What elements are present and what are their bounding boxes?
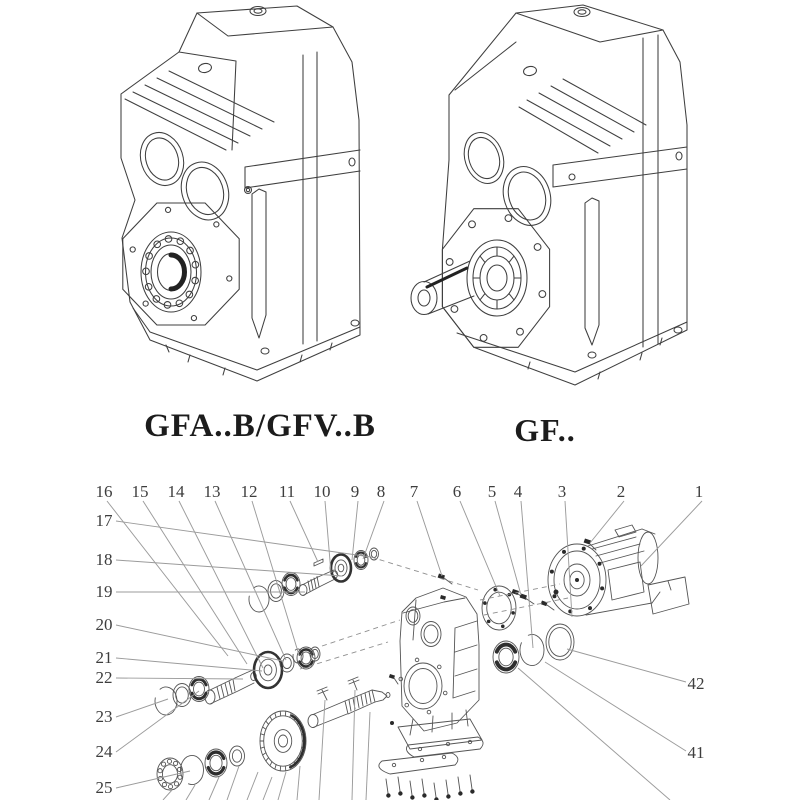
leader-line xyxy=(116,625,283,661)
callout-41: 41 xyxy=(687,743,705,762)
leader-line xyxy=(641,501,702,566)
top-boss xyxy=(574,8,590,17)
top-plate xyxy=(516,13,663,42)
tie-rod xyxy=(585,198,599,345)
output-pinion-shaft xyxy=(308,690,390,728)
model-caption-gf: GF.. xyxy=(514,412,576,448)
leader-line xyxy=(521,501,533,648)
output-bearing xyxy=(493,641,519,673)
cover-screws xyxy=(386,775,475,800)
leader-line xyxy=(460,501,500,596)
tower-edge xyxy=(455,42,516,90)
top-boss xyxy=(250,7,266,16)
callout-20: 20 xyxy=(95,615,113,634)
exploded-parts-diagram xyxy=(155,525,689,800)
screw-fasteners xyxy=(389,539,596,685)
spacer-ring xyxy=(310,647,320,661)
ball-bearing xyxy=(157,758,183,790)
leader-line xyxy=(179,501,263,668)
leader-line xyxy=(107,501,228,656)
tower-edges xyxy=(179,52,236,150)
leader-line xyxy=(325,501,331,573)
callout-15: 15 xyxy=(131,482,149,501)
vertical-straps xyxy=(303,52,317,344)
bore-holes xyxy=(458,127,558,231)
cutoff-leader-lines xyxy=(163,668,670,800)
callout-4: 4 xyxy=(513,482,523,501)
leader-line xyxy=(352,501,358,560)
callout-5: 5 xyxy=(487,482,497,501)
callout-10: 10 xyxy=(313,482,331,501)
housing-bore-bolts xyxy=(399,658,447,714)
callout-25: 25 xyxy=(95,778,113,797)
leader-line xyxy=(116,560,342,576)
leader-line xyxy=(545,662,686,751)
shaft-hub-bearing xyxy=(467,240,527,316)
washer xyxy=(230,746,245,766)
callout-14: 14 xyxy=(167,482,185,501)
tie-rod xyxy=(252,189,266,338)
leader-line xyxy=(116,658,262,671)
callout-7: 7 xyxy=(409,482,419,501)
body-stripes xyxy=(592,537,644,563)
leader-line xyxy=(116,678,243,679)
callout-13: 13 xyxy=(203,482,221,501)
bearing xyxy=(297,647,315,669)
stand-bolts xyxy=(317,677,359,700)
leader-line xyxy=(565,501,572,617)
callout-18: 18 xyxy=(95,550,113,569)
leader-line xyxy=(116,521,371,557)
flange-bolt-holes xyxy=(446,215,546,342)
vertical-straps xyxy=(643,35,658,347)
callout-8: 8 xyxy=(376,482,386,501)
output-gear xyxy=(260,711,306,771)
ear-hole xyxy=(523,65,537,76)
shaft-key xyxy=(314,559,323,566)
leader-line xyxy=(417,501,442,576)
leader-line xyxy=(116,699,168,717)
callout-22: 22 xyxy=(95,668,113,687)
cooling-fins xyxy=(125,71,274,150)
callout-12: 12 xyxy=(240,482,258,501)
callout-16: 16 xyxy=(95,482,113,501)
leader-lines xyxy=(107,501,702,788)
output-bearing xyxy=(141,232,201,312)
callout-1: 1 xyxy=(694,482,704,501)
callout-42: 42 xyxy=(687,674,705,693)
callout-19: 19 xyxy=(95,582,113,601)
callout-2: 2 xyxy=(616,482,626,501)
oil-seal xyxy=(546,624,574,660)
callout-3: 3 xyxy=(557,482,567,501)
flange-octagon xyxy=(442,209,549,348)
bearing xyxy=(354,551,368,570)
base-edge xyxy=(133,308,360,370)
callout-23: 23 xyxy=(95,707,113,726)
model-caption-gfa-gfv: GFA..B/GFV..B xyxy=(144,408,376,444)
foot-ticks xyxy=(528,338,662,379)
housing-ribs xyxy=(453,621,477,698)
pinion-gear xyxy=(331,555,351,582)
body-outline xyxy=(442,5,687,385)
snap-ring xyxy=(181,756,204,785)
leader-line xyxy=(290,501,318,562)
side-band xyxy=(553,147,687,187)
callout-11: 11 xyxy=(278,482,296,501)
intermediate-shaft xyxy=(205,670,256,704)
gearbox-isometric-gfa-gfv xyxy=(121,6,360,381)
bearing xyxy=(205,749,227,777)
assembly-axis-dashed-lines xyxy=(300,557,568,669)
gasket-and-covers xyxy=(379,710,483,774)
callout-17: 17 xyxy=(95,511,113,530)
leader-line xyxy=(495,501,521,595)
cooling-fins xyxy=(519,79,646,153)
leader-line xyxy=(143,501,247,664)
gearbox-isometric-gf xyxy=(411,5,687,385)
gear-housing xyxy=(390,588,479,731)
callout-6: 6 xyxy=(452,482,462,501)
callout-21: 21 xyxy=(95,648,113,667)
leader-line xyxy=(567,649,686,682)
callout-9: 9 xyxy=(350,482,360,501)
ear-hole xyxy=(198,62,212,73)
bearing xyxy=(189,677,209,702)
leader-line xyxy=(116,691,199,752)
top-plate xyxy=(197,13,333,36)
callout-24: 24 xyxy=(95,742,113,761)
bearing-spokes xyxy=(473,247,521,309)
